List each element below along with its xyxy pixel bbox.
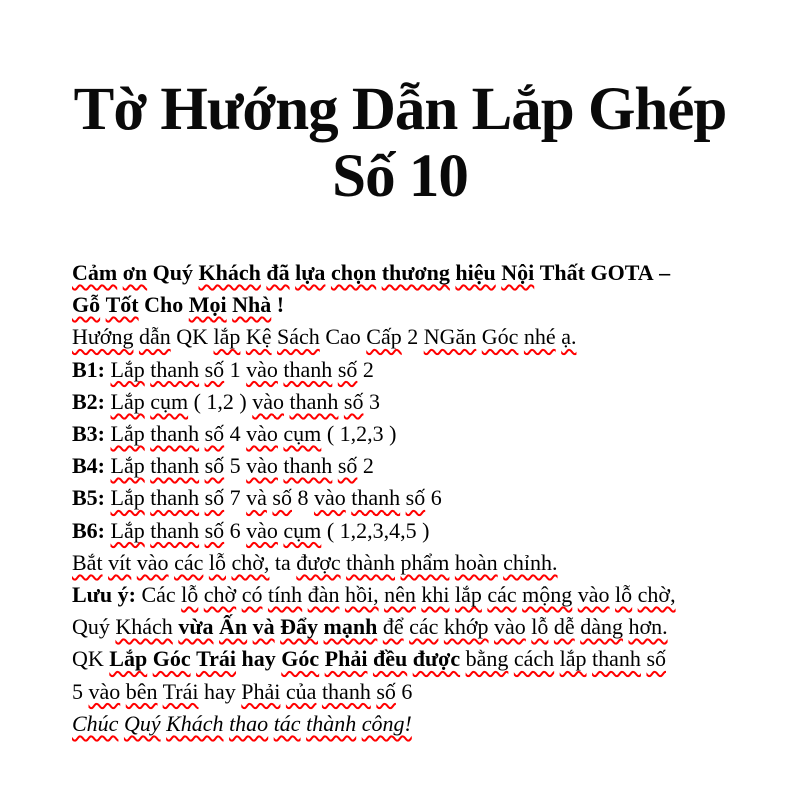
word: phẩm [400, 549, 450, 575]
word: lắp [454, 582, 482, 608]
word: 6 [229, 517, 241, 543]
word: B3: [72, 421, 105, 447]
word: ta [274, 549, 291, 575]
word: Cho [144, 292, 184, 318]
word: Cao [325, 324, 361, 350]
word: Quý [72, 614, 110, 640]
word: có [241, 582, 263, 608]
word: QK [176, 324, 208, 350]
word: Sách [277, 324, 320, 350]
word: thanh [150, 356, 200, 382]
word: thanh [150, 453, 200, 479]
word: ( 1,2,3,4,5 ) [326, 517, 430, 543]
word: số [343, 388, 364, 414]
word: nhé [523, 324, 556, 350]
word: vào [246, 453, 278, 479]
word: cụm [150, 388, 189, 414]
word: vào [136, 549, 169, 575]
word: Quý [152, 260, 193, 285]
word: Lắp [109, 646, 148, 672]
word: lựa [295, 260, 326, 285]
word: 1 [229, 356, 241, 382]
word: nên [384, 582, 416, 608]
word: Mọi [188, 292, 227, 318]
word: thanh [150, 517, 200, 543]
word: Gỗ [72, 292, 101, 318]
word: Các [141, 582, 176, 608]
word: thành [346, 549, 395, 575]
word: Lắp [110, 421, 145, 447]
word: 4 [229, 421, 241, 447]
word: hiệu [455, 260, 496, 285]
word: lỗ [615, 582, 633, 608]
word: hồi, [344, 582, 379, 608]
word: lỗ [181, 582, 199, 608]
word: các [409, 614, 439, 640]
title-line-1: Tờ Hướng Dẫn Lắp Ghép [73, 76, 727, 143]
word: vít [108, 549, 132, 575]
word: vào [246, 356, 278, 382]
word: thanh [283, 453, 333, 479]
word: Ấn [219, 614, 248, 640]
body-line [72, 708, 760, 740]
word: vào [246, 421, 278, 447]
word: Góc [281, 646, 320, 672]
word: thanh [592, 646, 641, 672]
word: vào [246, 517, 278, 543]
word: ( 1,2 ) [193, 388, 247, 414]
word: ý: [117, 582, 136, 608]
body-line [72, 611, 760, 643]
word: Lắp [110, 388, 145, 414]
body-line [72, 482, 760, 514]
word: 5 [229, 453, 241, 479]
word: đàn [307, 582, 340, 608]
body-line [72, 257, 760, 289]
word: lắp [559, 646, 587, 672]
word: Đẩy [280, 614, 319, 640]
word: thương [381, 260, 450, 285]
word: số [646, 646, 666, 672]
word: Lắp [110, 453, 145, 479]
word: mộng [522, 582, 573, 608]
word: Khách [166, 710, 224, 736]
word: thanh [351, 485, 401, 511]
word: tác [273, 710, 301, 736]
word: cụm [283, 421, 322, 447]
word: Tốt [105, 292, 139, 318]
word: dễ [553, 614, 575, 640]
word: thanh [150, 485, 200, 511]
word: chỉnh. [503, 549, 558, 575]
word: đều [372, 646, 408, 672]
word: số [405, 485, 426, 511]
word: 3 [368, 388, 380, 414]
word: Phải [324, 646, 368, 672]
word: khi [421, 582, 450, 608]
word: bên [125, 678, 158, 704]
word: B2: [72, 388, 105, 414]
word: và [252, 614, 275, 640]
word: bằng [465, 646, 509, 672]
word: và [246, 485, 267, 511]
word: chờ, [231, 549, 270, 575]
word: GOTA [590, 260, 654, 285]
word: hơn. [628, 614, 668, 640]
word: Lắp [110, 485, 145, 511]
word: hay [204, 678, 236, 704]
word: Lắp [110, 356, 145, 382]
word: chọn [330, 260, 377, 285]
word: B1: [72, 356, 105, 382]
word: để [382, 614, 404, 640]
word: tính [267, 582, 303, 608]
word: Khách [198, 260, 261, 285]
body-line [72, 515, 760, 547]
word: thanh [283, 356, 333, 382]
word: lỗ [208, 549, 226, 575]
body-line [72, 321, 760, 353]
word: lỗ [531, 614, 549, 640]
word: đã [266, 260, 290, 285]
word: ! [276, 292, 285, 318]
word: vào [88, 678, 121, 704]
word: 5 [72, 678, 83, 704]
word: số [376, 678, 396, 704]
word: ( 1,2,3 ) [326, 421, 397, 447]
word: Bắt [72, 549, 103, 575]
body-line [72, 643, 760, 675]
word: Lưu [72, 582, 113, 608]
word: số [204, 356, 225, 382]
body-line [72, 354, 760, 386]
word: Phải [241, 678, 281, 704]
word: hay [241, 646, 276, 672]
word: ơn [122, 260, 148, 285]
word: số [337, 453, 358, 479]
word: Hướng [72, 324, 134, 350]
word: công! [361, 710, 412, 736]
word: Kệ [245, 324, 272, 350]
word: chờ, [637, 582, 676, 608]
word: cách [513, 646, 555, 672]
word: vào [494, 614, 526, 640]
word: Nhà [232, 292, 272, 318]
word: Thất [539, 260, 585, 285]
word: số [272, 485, 292, 511]
word: số [204, 453, 225, 479]
body [72, 257, 760, 740]
word: số [204, 485, 225, 511]
word: được [296, 549, 341, 575]
word: hoàn [454, 549, 498, 575]
word: Chúc [72, 710, 119, 736]
word: QK [72, 646, 104, 672]
word: Cảm [72, 260, 118, 285]
word: Trái [162, 678, 199, 704]
body-line [72, 579, 760, 611]
word: Cấp [366, 324, 402, 350]
word: 6 [430, 485, 442, 511]
word: số [204, 517, 225, 543]
word: 2 [362, 453, 374, 479]
word: 2 [362, 356, 374, 382]
word: khớp [443, 614, 489, 640]
body-line [72, 289, 760, 321]
word: dẫn [138, 324, 171, 350]
word: Góc [481, 324, 519, 350]
word: vào [252, 388, 285, 414]
word: chờ [203, 582, 237, 608]
word: 2 [407, 324, 419, 350]
body-line [72, 547, 760, 579]
word: B4: [72, 453, 105, 479]
word: thao [229, 710, 269, 736]
word: Quý [123, 710, 161, 736]
word: các [174, 549, 204, 575]
word: vào [577, 582, 610, 608]
word: cụm [283, 517, 322, 543]
word: thành [306, 710, 357, 736]
word: NGăn [423, 324, 477, 350]
word: Lắp [110, 517, 145, 543]
word: ạ. [561, 324, 577, 350]
body-line [72, 450, 760, 482]
word: mạnh [323, 614, 378, 640]
word: dàng [580, 614, 623, 640]
body-line [72, 418, 760, 450]
word: Khách [115, 614, 173, 640]
page-title [0, 0, 800, 210]
word: Trái [196, 646, 237, 672]
word: các [487, 582, 517, 608]
word: số [204, 421, 225, 447]
word: lắp [213, 324, 241, 350]
word: vừa [178, 614, 214, 640]
word: – [659, 260, 671, 285]
word: thanh [150, 421, 200, 447]
word: vào [313, 485, 346, 511]
word: Góc [152, 646, 191, 672]
word: 8 [297, 485, 309, 511]
word: được [412, 646, 461, 672]
word: số [337, 356, 358, 382]
body-line [72, 386, 760, 418]
word: thanh [321, 678, 371, 704]
word: 7 [229, 485, 241, 511]
word: B6: [72, 517, 105, 543]
word: của [285, 678, 317, 704]
title-line-2: Số 10 [332, 143, 468, 210]
word: Nội [501, 260, 535, 285]
word: 6 [401, 678, 413, 704]
word: thanh [289, 388, 339, 414]
word: B5: [72, 485, 105, 511]
body-line [72, 676, 760, 708]
